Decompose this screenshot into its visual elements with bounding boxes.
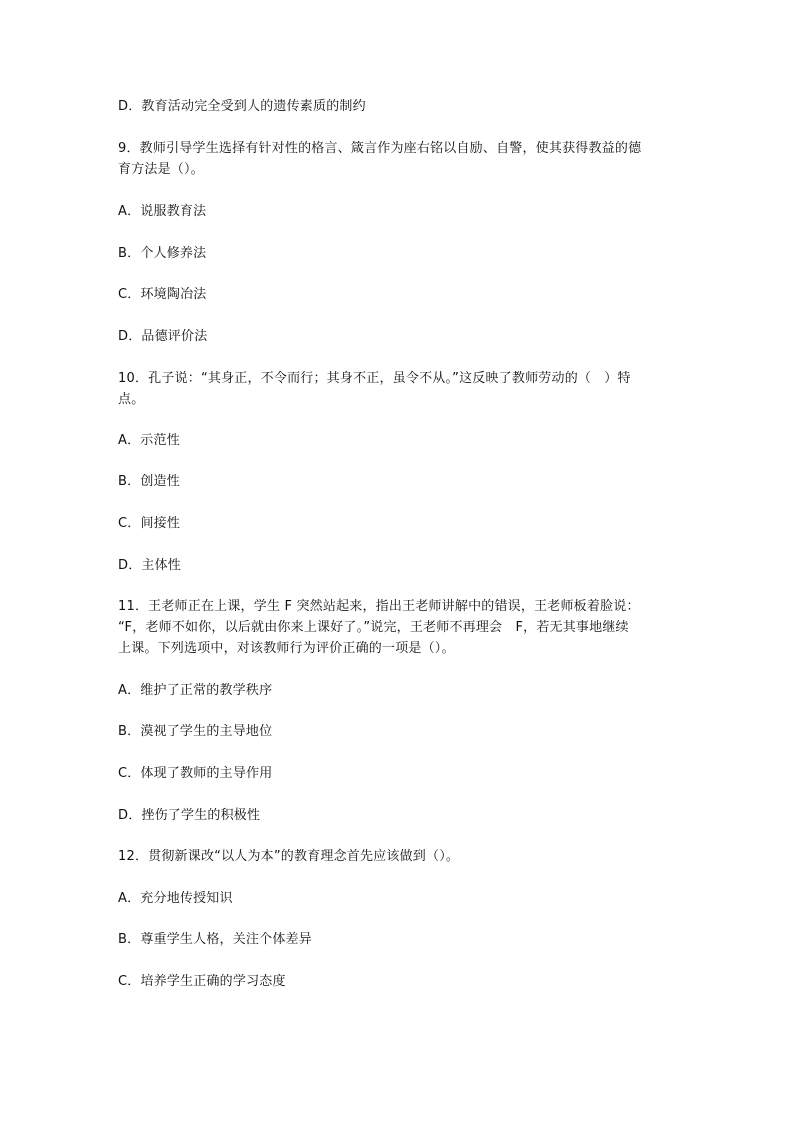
q10-option-c: C．间接性 (118, 516, 181, 531)
q8-option-d: D．教育活动完全受到人的遗传素质的制约 (118, 99, 366, 114)
q11-stem-line-2: “F，老师不如你，以后就由你来上课好了。”说完，王老师不再理会 F，若无其事地继续 (118, 620, 629, 635)
q12-stem-line-1: 12．贯彻新课改“以人为本”的教育理念首先应该做到（）。 (118, 849, 460, 864)
q11-option-c: C．体现了教师的主导作用 (118, 766, 273, 781)
q11-stem-line-1: 11．王老师正在上课，学生 F 突然站起来，指出王老师讲解中的错误，王老师板着脸说： (118, 599, 640, 614)
q11-stem-line-3: 上课。下列选项中，对该教师行为评价正确的一项是（）。 (118, 641, 455, 656)
q12-option-c: C．培养学生正确的学习态度 (118, 974, 286, 989)
q10-option-b: B．创造性 (118, 474, 180, 489)
q12-option-b: B．尊重学生人格，关注个体差异 (118, 932, 312, 947)
q9-option-b: B．个人修养法 (118, 246, 207, 261)
q10-option-d: D．主体性 (118, 558, 182, 573)
q10-stem-line-1: 10．孔子说：“其身正，不令而行；其身不正，虽令不从。”这反映了教师劳动的（ ）特 (118, 371, 631, 386)
q9-stem-line-2: 育方法是（）。 (118, 162, 204, 177)
q9-stem-line-1: 9．教师引导学生选择有针对性的格言、箴言作为座右铭以自励、自警，使其获得教益的德 (118, 141, 642, 156)
q9-option-a: A．说服教育法 (118, 204, 207, 219)
q9-option-d: D．品德评价法 (118, 329, 208, 344)
q10-option-a: A．示范性 (118, 433, 180, 448)
q11-option-b: B．漠视了学生的主导地位 (118, 724, 273, 739)
q12-option-a: A．充分地传授知识 (118, 891, 233, 906)
q11-option-d: D．挫伤了学生的积极性 (118, 808, 261, 823)
q9-option-c: C．环境陶冶法 (118, 287, 207, 302)
q11-option-a: A．维护了正常的教学秩序 (118, 683, 273, 698)
q10-stem-line-2: 点。 (118, 392, 145, 407)
